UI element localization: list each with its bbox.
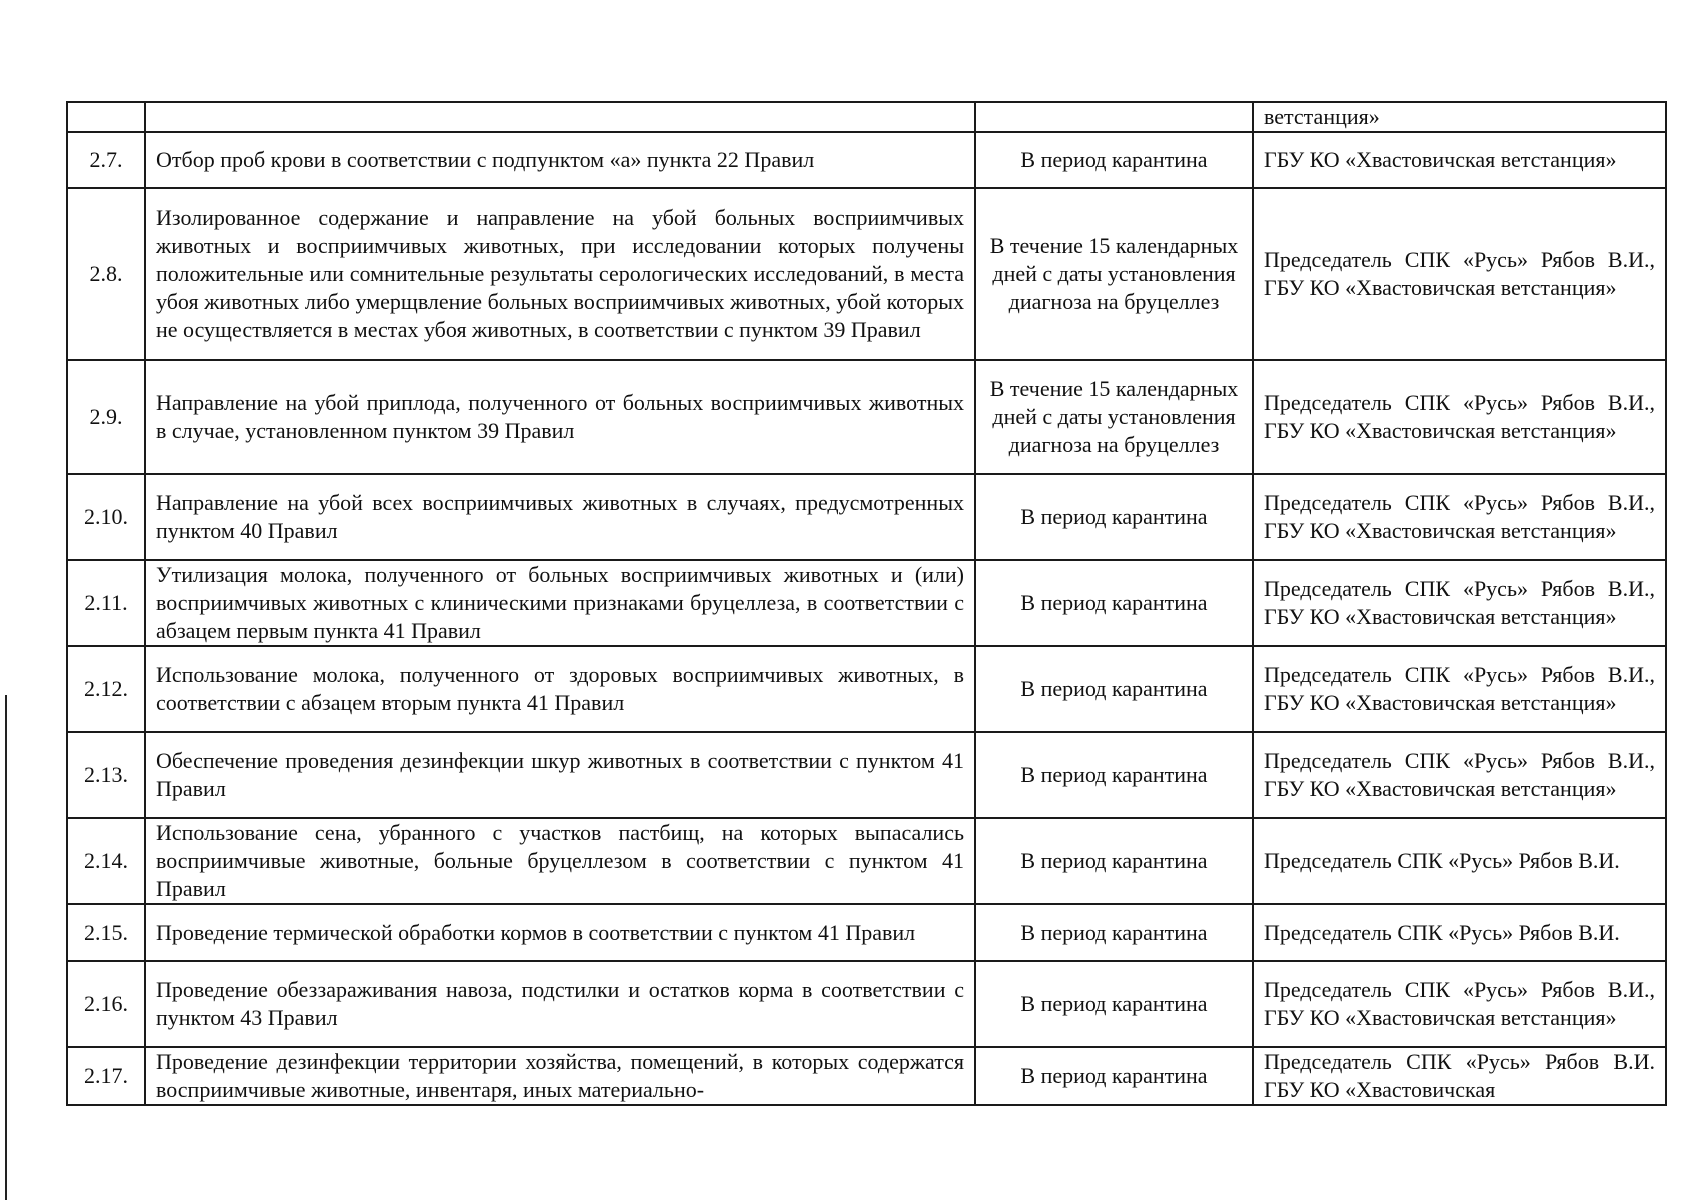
row-responsible: ветстанция» bbox=[1253, 102, 1666, 132]
row-action: Направление на убой всех восприимчивых животных в случаях, предусмотренных пунктом 40 Правил bbox=[145, 474, 975, 560]
table-row bbox=[67, 732, 1666, 818]
row-action: Проведение термической обработки кормов в соответствии с пунктом 41 Правил bbox=[145, 904, 975, 961]
row-action: Изолированное содержание и направление на убой больных восприимчивых животных и восприимчивых животных, при исследовании которых получены положительные или сомнительные результаты серологических исследований, в места убоя животных либо умерщвление больных восприимчивых животных, убой которых не осуществляется в местах убоя животных, в соответствии с пунктом 39 Правил bbox=[145, 188, 975, 360]
table-row bbox=[67, 474, 1666, 560]
row-term: В период карантина bbox=[975, 818, 1253, 904]
scan-edge-mark bbox=[5, 695, 7, 1200]
table-row bbox=[67, 818, 1666, 904]
row-term: В период карантина bbox=[975, 904, 1253, 961]
table-row bbox=[67, 360, 1666, 474]
row-action bbox=[145, 102, 975, 132]
row-number: 2.14. bbox=[67, 818, 145, 904]
row-responsible: Председатель СПК «Русь» Рябов В.И., ГБУ КО «Хвастовичская ветстанция» bbox=[1253, 360, 1666, 474]
row-responsible: Председатель СПК «Русь» Рябов В.И. bbox=[1253, 904, 1666, 961]
row-action: Утилизация молока, полученного от больных восприимчивых животных и (или) восприимчивых животных с клиническими признаками бруцеллеза, в соответствии с абзацем первым пункта 41 Правил bbox=[145, 560, 975, 646]
table-row bbox=[67, 560, 1666, 646]
row-term: В период карантина bbox=[975, 961, 1253, 1047]
measures-table bbox=[66, 101, 1667, 1106]
row-responsible: Председатель СПК «Русь» Рябов В.И. ГБУ КО «Хвастовичская bbox=[1253, 1047, 1666, 1105]
row-responsible: Председатель СПК «Русь» Рябов В.И., ГБУ КО «Хвастовичская ветстанция» bbox=[1253, 961, 1666, 1047]
table-row bbox=[67, 904, 1666, 961]
row-number: 2.17. bbox=[67, 1047, 145, 1105]
row-term: В период карантина bbox=[975, 646, 1253, 732]
row-term: В течение 15 календарных дней с даты установления диагноза на бруцеллез bbox=[975, 188, 1253, 360]
row-number: 2.7. bbox=[67, 132, 145, 188]
table-row bbox=[67, 646, 1666, 732]
row-number: 2.10. bbox=[67, 474, 145, 560]
row-number bbox=[67, 102, 145, 132]
row-term: В период карантина bbox=[975, 1047, 1253, 1105]
table-row bbox=[67, 1047, 1666, 1105]
row-term: В течение 15 календарных дней с даты установления диагноза на бруцеллез bbox=[975, 360, 1253, 474]
row-number: 2.9. bbox=[67, 360, 145, 474]
row-responsible: Председатель СПК «Русь» Рябов В.И. bbox=[1253, 818, 1666, 904]
row-term: В период карантина bbox=[975, 560, 1253, 646]
row-number: 2.11. bbox=[67, 560, 145, 646]
row-term: В период карантина bbox=[975, 732, 1253, 818]
row-number: 2.8. bbox=[67, 188, 145, 360]
row-responsible: ГБУ КО «Хвастовичская ветстанция» bbox=[1253, 132, 1666, 188]
row-responsible: Председатель СПК «Русь» Рябов В.И., ГБУ КО «Хвастовичская ветстанция» bbox=[1253, 474, 1666, 560]
row-number: 2.16. bbox=[67, 961, 145, 1047]
table-row bbox=[67, 102, 1666, 132]
row-action: Направление на убой приплода, полученного от больных восприимчивых животных в случае, установленном пунктом 39 Правил bbox=[145, 360, 975, 474]
row-action: Обеспечение проведения дезинфекции шкур животных в соответствии с пунктом 41 Правил bbox=[145, 732, 975, 818]
row-responsible: Председатель СПК «Русь» Рябов В.И., ГБУ КО «Хвастовичская ветстанция» bbox=[1253, 188, 1666, 360]
row-term bbox=[975, 102, 1253, 132]
table-row bbox=[67, 132, 1666, 188]
row-action: Использование сена, убранного с участков пастбищ, на которых выпасались восприимчивые животные, больные бруцеллезом в соответствии с пунктом 41 Правил bbox=[145, 818, 975, 904]
row-number: 2.12. bbox=[67, 646, 145, 732]
row-responsible: Председатель СПК «Русь» Рябов В.И., ГБУ КО «Хвастовичская ветстанция» bbox=[1253, 646, 1666, 732]
row-action: Использование молока, полученного от здоровых восприимчивых животных, в соответствии с абзацем вторым пункта 41 Правил bbox=[145, 646, 975, 732]
row-responsible: Председатель СПК «Русь» Рябов В.И., ГБУ КО «Хвастовичская ветстанция» bbox=[1253, 732, 1666, 818]
row-number: 2.15. bbox=[67, 904, 145, 961]
row-responsible: Председатель СПК «Русь» Рябов В.И., ГБУ КО «Хвастовичская ветстанция» bbox=[1253, 560, 1666, 646]
row-term: В период карантина bbox=[975, 132, 1253, 188]
row-action: Проведение дезинфекции территории хозяйства, помещений, в которых содержатся восприимчивые животные, инвентаря, иных материально- bbox=[145, 1047, 975, 1105]
row-term: В период карантина bbox=[975, 474, 1253, 560]
row-action: Отбор проб крови в соответствии с подпунктом «а» пункта 22 Правил bbox=[145, 132, 975, 188]
table-row bbox=[67, 188, 1666, 360]
table-row bbox=[67, 961, 1666, 1047]
row-action: Проведение обеззараживания навоза, подстилки и остатков корма в соответствии с пунктом 43 Правил bbox=[145, 961, 975, 1047]
row-number: 2.13. bbox=[67, 732, 145, 818]
